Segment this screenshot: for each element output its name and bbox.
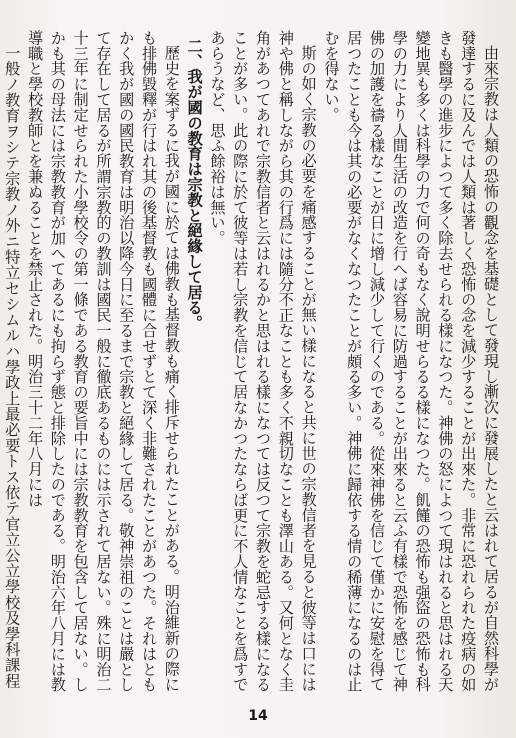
paragraph-law-quotation: 一般ノ教育ヲシテ宗教ノ外ニ特立セシムルハ學政上最必要トス依テ官立公立學校及學科課程 (3, 45, 22, 689)
page-number: 14 (248, 708, 268, 724)
paragraph-history-of-education: 歷史を案ずるに我が國に於ては佛教も基督教も痛く排斥せられたことがある。明治維新の際にも排佛毀釋が行はれ其の後基督教も國體に合せずとて深く非難されたことがあつた。それはともかく我が國の國民教育は明治以降今日に至るまで宗教と絕緣して居る。敬神崇祖のことは嚴として存在して居るが所謂宗教的の教訓は國民一般に徹底あるものには示されて居ない。殊に明治二十三年に制定せられた小學校令の第一條である教育の要旨中には宗教教育を包含して居ない。しかも其の母法には宗教教育が加へてあるにも拘らず態と排除したのである。明治六年八月には教導職と學校教師とを兼ぬることを禁止された。明治三十二年八月には (26, 30, 181, 693)
paragraph-believers-conduct: 斯の如く宗教の必要を痛感することが無い樣になると共に世の宗教信者を見ると彼等は口には神や佛と稱しながら其の行爲には隨分不正なことも多く不親切なことも澤山ある。又何となく圭角があつてあれで宗教信者と云はれるかと思はれる樣になつては反つて宗教を蛇忌する樣になることが多い。此の際に於て彼等は若し宗教を信じて居なかつたならば更に不人情なことを爲すであらうなど、思ふ餘裕は無い。 (208, 30, 318, 693)
section-heading: 二、我が國の教育は宗教と絕緣して居る。 (185, 37, 204, 331)
paragraph-fear-of-religion: 由來宗教は人類の恐怖の觀念を基礎として發現し漸次に發展したと云はれて居るが自然科學が發達するに及んでは人類は著しく恐怖の念を減少することが出來た。非常に恐れられた疫病の如きも醫學の進步によつて多く除去せられる樣になつた。神佛の怒によつて現はれると思はれる天變地異も多くは科學の力で何の奇もなく說明せらるる樣になつた。飢饉の恐怖も强盜の恐怖も科學の力により人間生活の改造を行へば容易に防過することが出來ると云ふ有樣で恐怖を感じて神佛の加護を禱る樣なことが日に增し減少して行くのである。從來神佛を信じて僅かに安慰を得て居つたことも今は其の必要がなくなつたことが頗る多い。神佛に歸依する情の稀薄になるのは止むを得ない。 (322, 30, 500, 693)
vertical-text-body (3, 30, 502, 694)
